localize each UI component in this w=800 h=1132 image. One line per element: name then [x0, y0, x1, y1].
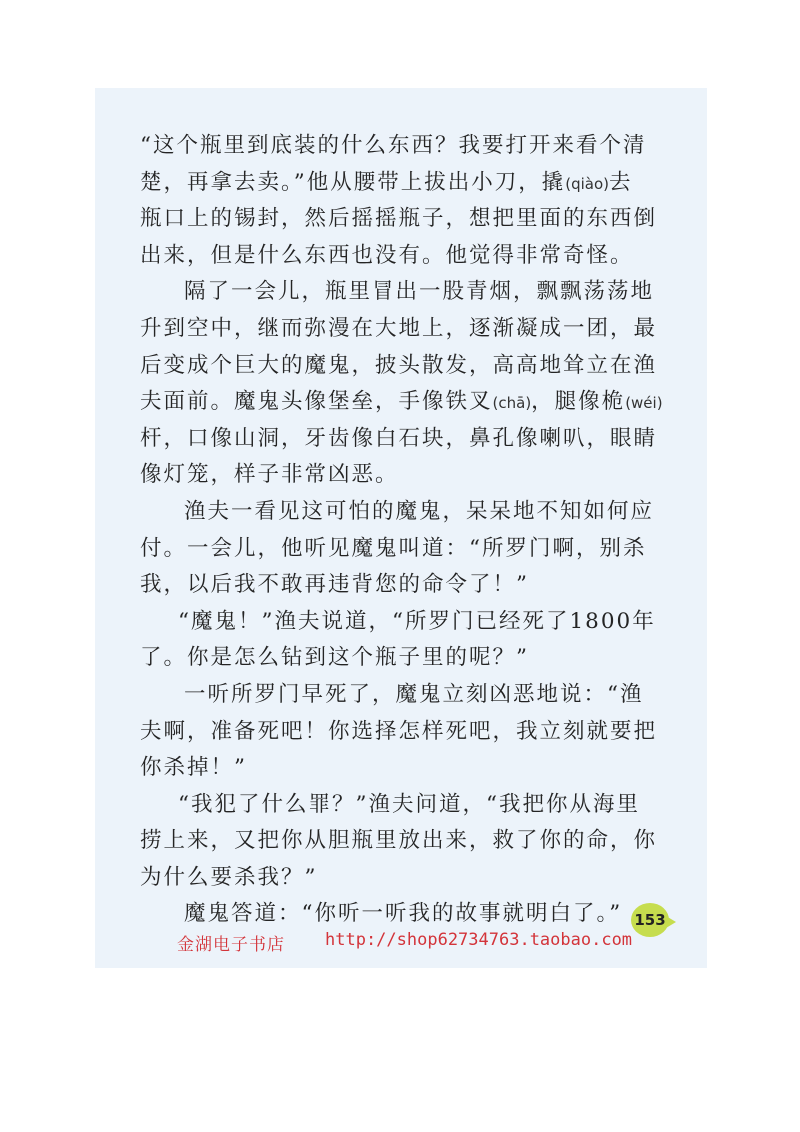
text-line: 楚，再拿去卖。”他从腰带上拔出小刀，撬(qiào)去	[140, 169, 633, 195]
text-line: “魔鬼！”渔夫说道，“所罗门已经死了1800年	[178, 608, 656, 634]
text-line: 为什么要杀我？”	[140, 864, 318, 890]
text-line: “我犯了什么罪？”渔夫问道，“我把你从海里	[178, 791, 640, 817]
page-number-badge	[631, 903, 669, 937]
text-line: 付。一会儿，他听见魔鬼叫道：“所罗门啊，别杀	[140, 535, 647, 561]
text-line: 夫啊，准备死吧！你选择怎样死吧，我立刻就要把	[140, 718, 658, 744]
text-line: “这个瓶里到底装的什么东西？我要打开来看个清	[140, 133, 647, 158]
pinyin-annotation: (wéi)	[625, 394, 663, 413]
text-line: 魔鬼答道：“你听一听我的故事就明白了。”	[184, 901, 623, 927]
pinyin-annotation: (chā)	[492, 394, 532, 413]
text-line: 一听所罗门早死了，魔鬼立刻凶恶地说：“渔	[184, 681, 644, 707]
text-line: 隔了一会儿，瓶里冒出一股青烟，飘飘荡荡地	[184, 279, 655, 305]
text-line: 你杀掉！”	[140, 755, 247, 781]
text-line: 后变成个巨大的魔鬼，披头散发，高高地耸立在渔	[140, 352, 658, 378]
text-line: 夫面前。魔鬼头像堡垒，手像铁叉(chā)，腿像桅(wéi)	[140, 389, 663, 415]
text-line: 捞上来，又把你从胆瓶里放出来，救了你的命，你	[140, 828, 658, 854]
book-page	[95, 88, 707, 968]
text-line: 出来，但是什么东西也没有。他觉得非常奇怪。	[140, 242, 634, 268]
text-line: 渔夫一看见这可怕的魔鬼，呆呆地不知如何应	[184, 498, 655, 524]
page-tab-icon	[666, 916, 676, 928]
story-text	[140, 128, 670, 933]
store-url: http://shop62734763.taobao.com	[325, 930, 633, 950]
text-line: 我，以后我不敢再违背您的命令了！”	[140, 572, 529, 598]
pinyin-annotation: (qiào)	[565, 174, 610, 193]
page-number: 153	[634, 911, 666, 929]
text-line: 瓶口上的锡封，然后摇摇瓶子，想把里面的东西倒	[140, 206, 658, 232]
text-line: 了。你是怎么钻到这个瓶子里的呢？”	[140, 645, 529, 671]
store-name: 金湖电子书店	[177, 935, 285, 955]
text-line: 像灯笼，样子非常凶恶。	[140, 462, 399, 488]
text-line: 杆，口像山洞，牙齿像白石块，鼻孔像喇叭，眼睛	[140, 425, 658, 451]
text-line: 升到空中，继而弥漫在大地上，逐渐凝成一团，最	[140, 315, 658, 341]
